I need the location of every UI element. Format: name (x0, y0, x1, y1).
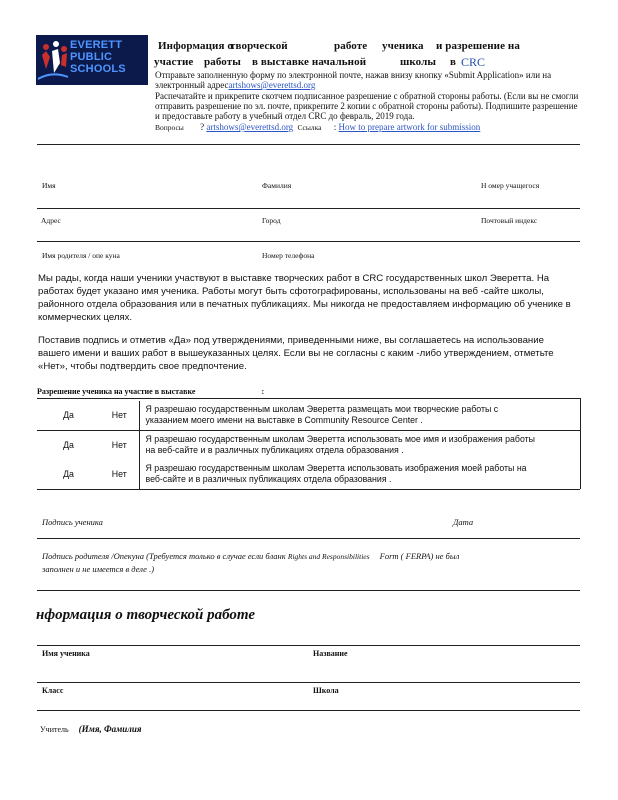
questions-email-link[interactable]: artshows@everettsd.org (206, 122, 294, 132)
artwork-top-line (37, 645, 580, 646)
permission-text-3 (139, 459, 580, 489)
phone-label: Номер телефона (262, 251, 315, 260)
permission-heading (37, 387, 264, 396)
title-w6: участие (154, 56, 194, 68)
contacts-line (155, 122, 480, 132)
parent-signature-line-2: заполнен и не имеется в деле .) (42, 564, 155, 574)
work-title-label: Название (313, 649, 348, 658)
instruction-deadline-date: февраль, (339, 111, 374, 121)
instruction-line-1b (155, 80, 315, 91)
grade-line[interactable] (37, 710, 580, 711)
zip-label: Почтовый индекс (481, 216, 538, 225)
permission-row-1 (37, 401, 580, 430)
permission-top-line (37, 398, 580, 399)
questions-label: Вопросы (155, 123, 184, 132)
student-signature-label: Подпись ученика (42, 517, 103, 527)
yes-checkbox-2[interactable]: Да (63, 439, 74, 450)
title-w10: в (450, 56, 457, 68)
students-icon (36, 35, 70, 85)
artshows-email-link[interactable]: artshows@everettsd.org (228, 80, 316, 90)
instruction-line-4 (155, 111, 414, 122)
grade-label: Класс (42, 686, 64, 695)
surname-label: Фамилия (262, 181, 292, 190)
name-label: Имя (42, 181, 56, 190)
permission-row-2 (37, 430, 580, 459)
permission-row-3 (37, 459, 580, 489)
permission-heading-text: Разрешение ученика на участие в выставке (37, 387, 196, 396)
instruction-line-1: Отправьте заполненную форму по электронной почте, нажав внизу кнопку «Submit Application» или на (155, 70, 552, 80)
permission-text-3a: Я разрешаю государственным школам Эверетта использовать изображения моей работы на (145, 462, 527, 473)
logo-line-2: PUBLIC (70, 51, 113, 63)
intro-line-2: работах будет указано имя ученика. Работы могут быть сфотографированы, использованы на веб -сайте школы, (38, 286, 544, 297)
rights-responsibilities-text: Rights and Responsibilities (287, 552, 370, 561)
title-w4: ученика (382, 40, 424, 52)
date-label: Дата (453, 517, 474, 527)
how-to-prepare-link[interactable]: How to prepare artwork for submission (338, 122, 481, 132)
no-checkbox-2[interactable]: Нет (100, 430, 139, 459)
permission-text-1 (139, 401, 580, 430)
intro-line-4: коммерческих целях. (38, 312, 133, 323)
yes-checkbox-1[interactable]: Да (63, 410, 74, 421)
student-name-line[interactable] (37, 682, 580, 683)
permission-text-2a: Я разрешаю государственным школам Эверетта использовать мое имя и изображения работы (145, 433, 535, 444)
permission-text-2 (139, 430, 580, 459)
consent-line-2: вашего имени и ваших работ в вышеуказанных целях. Если вы не согласны с каким -либо утверждением, отметьте (38, 348, 554, 359)
link-label: Ссылка (297, 123, 322, 132)
teacher-label: Учитель (40, 725, 69, 734)
logo-line-3: SCHOOLS (70, 63, 126, 75)
title-w8: в выставке начальной (252, 56, 367, 68)
parent-name-label: Имя родителя / опе куна (42, 251, 120, 260)
student-signature-line[interactable] (37, 538, 580, 539)
no-checkbox-1[interactable]: Нет (100, 401, 139, 430)
yes-checkbox-3[interactable]: Да (63, 468, 74, 479)
title-w2: творческой (230, 40, 288, 52)
permission-table (37, 401, 580, 490)
questions-mark: ? (200, 122, 205, 132)
address-field-line[interactable] (37, 241, 580, 242)
district-logo (36, 35, 148, 85)
title-w3: работе (334, 40, 368, 52)
name-field-line[interactable] (37, 208, 580, 209)
link-colon: : (333, 122, 337, 132)
address-label: Адрес (41, 216, 61, 225)
instruction-line-3: отправить разрешение по эл. почте, прикрепите 2 копии с обратной стороны работы). Подпишите разрешение (155, 101, 578, 111)
title-w7: работы (204, 56, 241, 68)
parent-signature-line-1 (42, 551, 459, 561)
instruction-deadline-year: 2019 года. (375, 111, 415, 121)
instruction-line-2: Распечатайте и прикрепите скотчем подписанное разрешение с обратной стороны работы. (Если вы не смогли (155, 91, 579, 101)
parent-signature-line[interactable] (37, 590, 580, 591)
student-number-label: Н омер учащегося (481, 181, 540, 190)
title-crc: CRC (461, 55, 486, 69)
teacher-field (40, 719, 142, 737)
header-divider (37, 144, 580, 145)
permission-text-1a: Я разрешаю государственным школам Эверетта размещать мои творческие работы с (145, 404, 499, 415)
title-w5: и разрешение на (436, 40, 520, 52)
intro-line-3: районного отдела образования или в печатных публикациях. Мы никогда не предоставляем информацию об ученике в (38, 299, 571, 310)
student-name-label: Имя ученика (42, 649, 90, 658)
title-w1: Информация о (158, 40, 233, 52)
parent-signature-label: Подпись родителя /Опекуна (Требуется только в случае если бланк (42, 551, 286, 561)
consent-line-3: «Нет», чтобы подтвердить свое предпочтение. (38, 361, 247, 372)
instruction-email-prefix: электронный адрес (155, 80, 229, 90)
intro-line-1: Мы рады, когда наши ученики участвуют в выставке творческих работ в CRC государственных школ Эверетта. На (38, 273, 550, 284)
ferpa-text: Form ( FERPA) не был (379, 551, 460, 561)
permission-text-1b: указанием моего имени на выставке в Community Resource Center . (145, 415, 423, 426)
instruction-deadline: и предоставьте работу в учебный отдел CRC до (155, 111, 338, 121)
permission-heading-colon: : (261, 387, 265, 396)
title-w9: школы (400, 56, 437, 68)
city-label: Город (262, 216, 281, 225)
permission-table-right-border (580, 398, 581, 489)
permission-text-3b: веб-сайте и в различных публикациях отдела образования . (145, 473, 392, 484)
logo-line-1: EVERETT (70, 39, 123, 51)
school-label: Школа (313, 686, 339, 695)
no-checkbox-3[interactable]: Нет (100, 459, 139, 489)
permission-text-2b: на веб-сайте и в различных публикациях отдела образования . (145, 444, 404, 455)
artwork-section-title: нформация о творческой работе (36, 607, 256, 623)
teacher-hint: (Имя, Фамилия (78, 724, 142, 734)
consent-line-1: Поставив подпись и отметив «Да» под утверждениями, приведенными ниже, вы соглашаетесь на использование (38, 335, 544, 346)
